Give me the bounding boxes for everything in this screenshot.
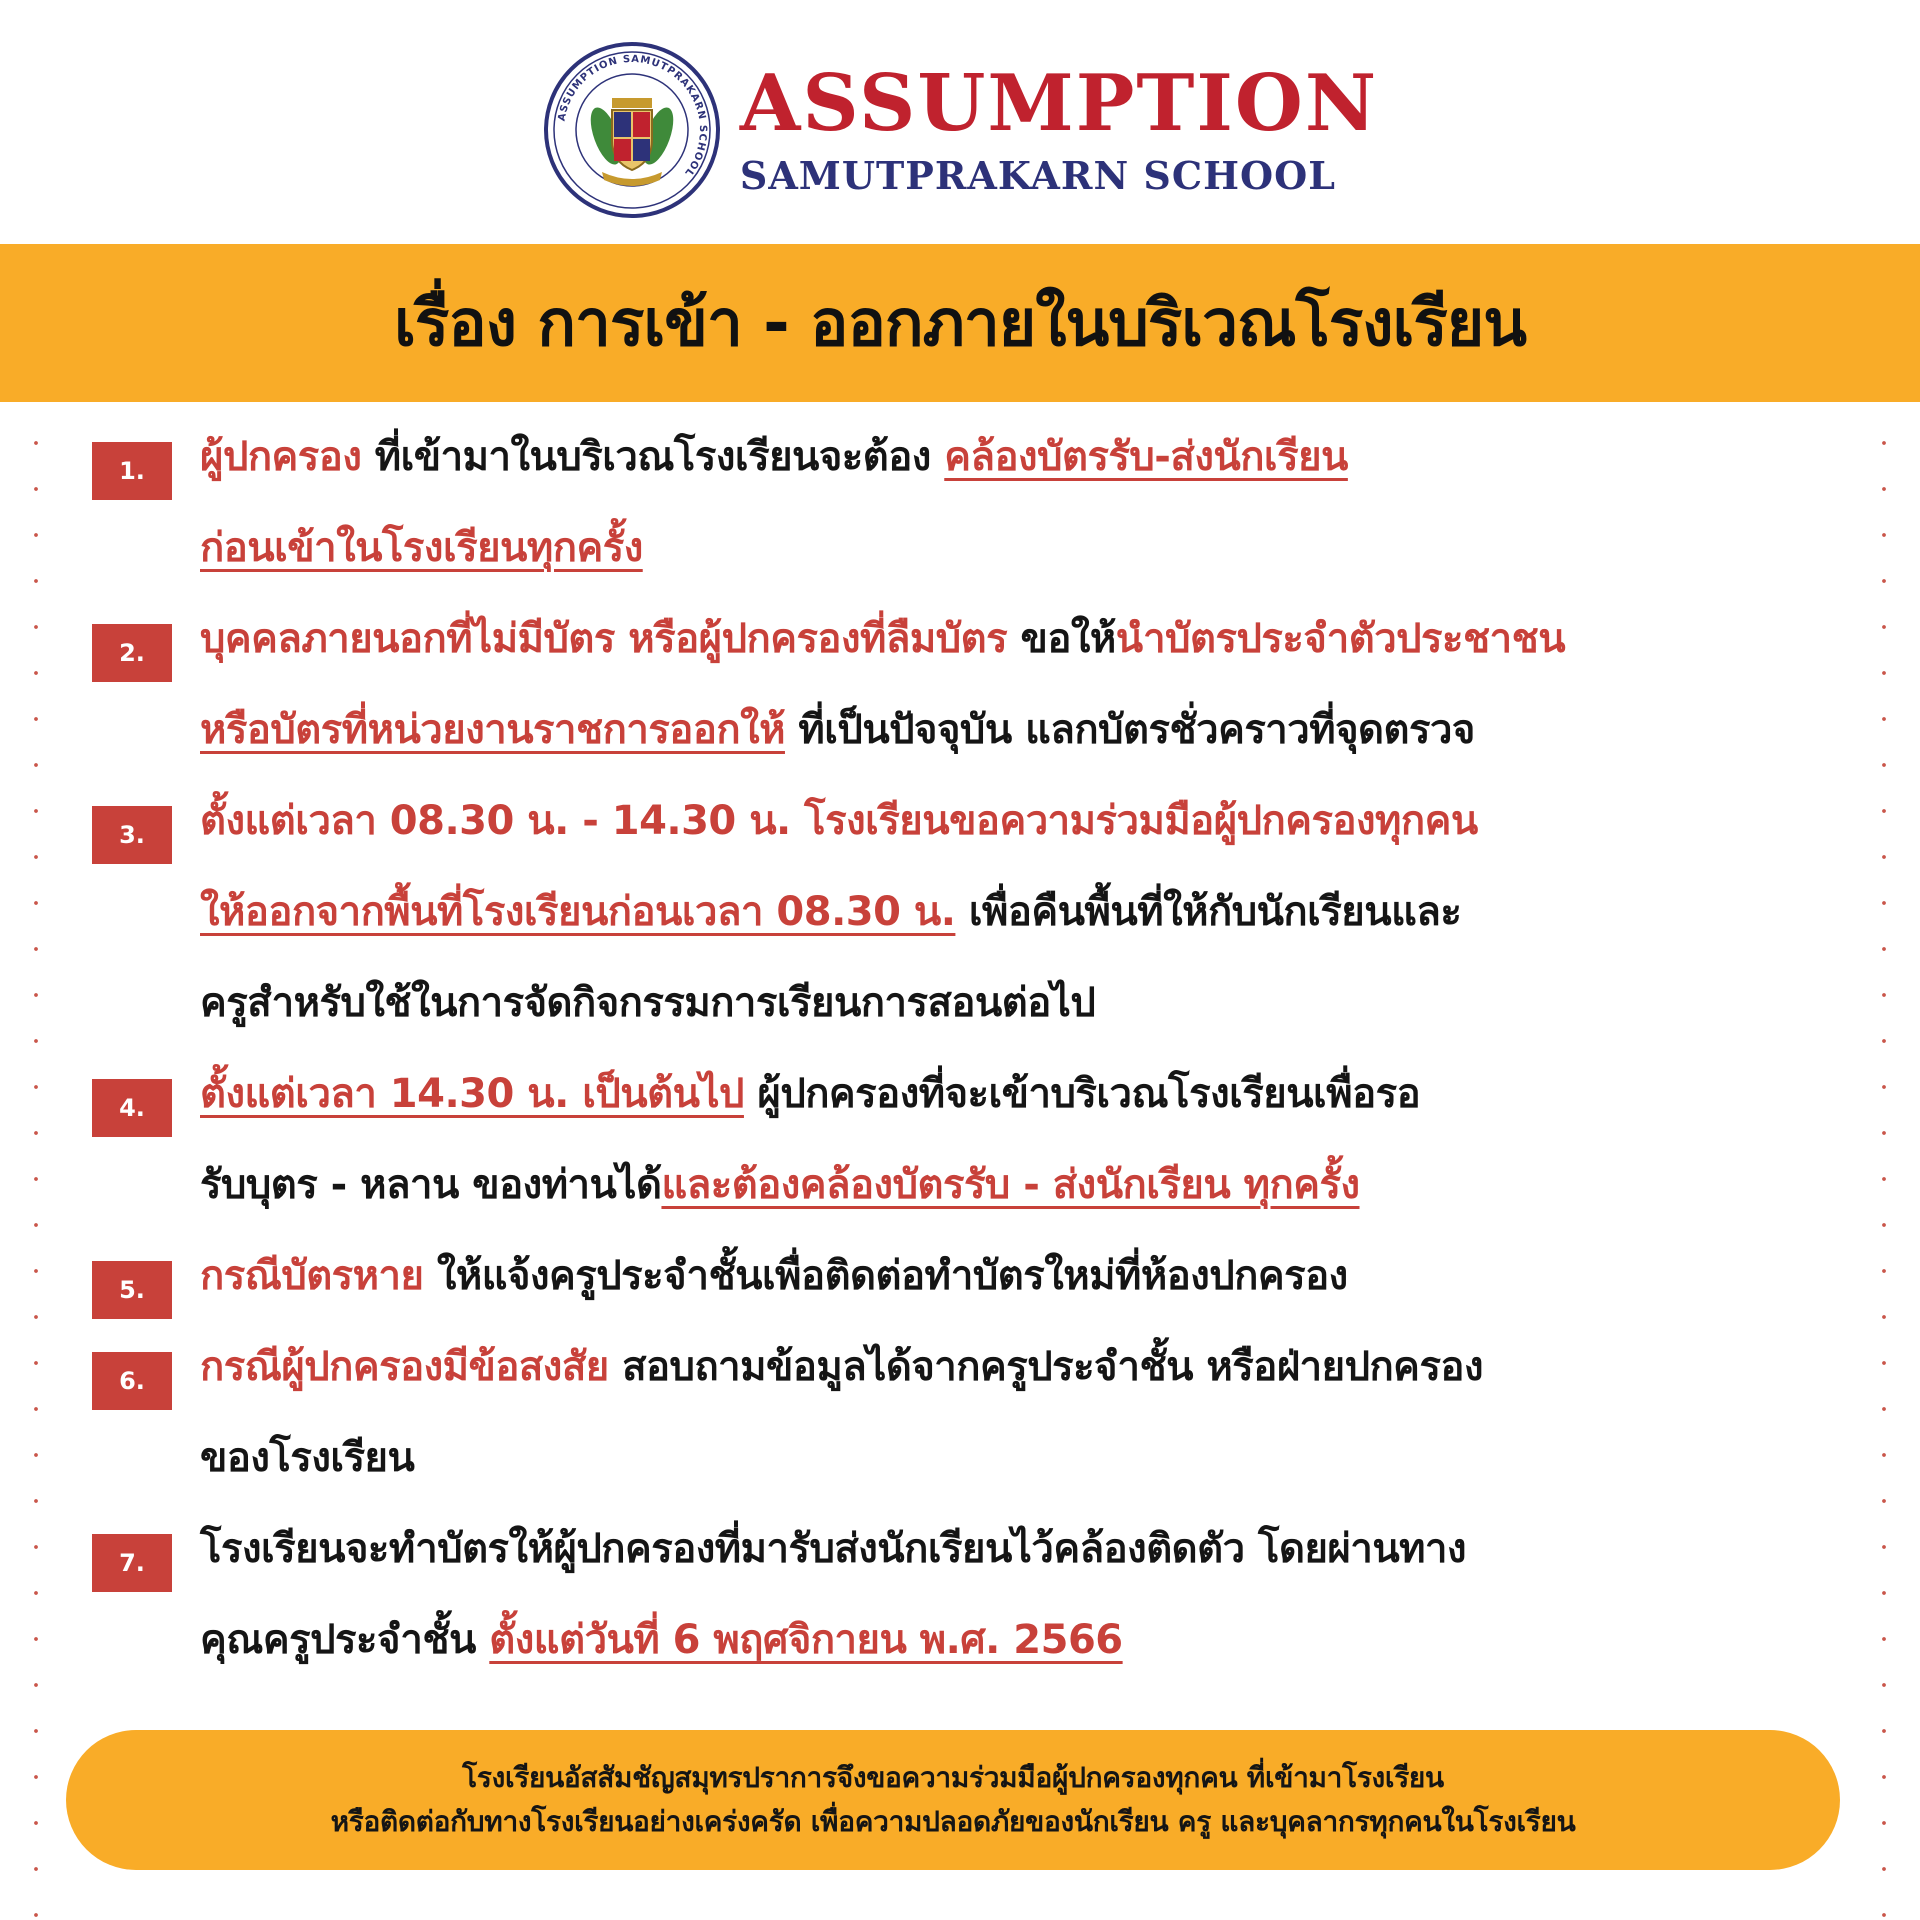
- rule-number-badge: 6.: [92, 1352, 172, 1410]
- rule-line: [200, 503, 1850, 594]
- rule-text-segment: รับบุตร - หลาน ของท่านได้: [200, 1162, 662, 1208]
- school-subtitle: SAMUTPRAKARN SCHOOL: [739, 153, 1336, 198]
- rule-text-segment: ตั้งแต่เวลา 08.30 น. - 14.30 น. โรงเรียนขอความร่วมมือผู้ปกครองทุกคน: [200, 798, 1478, 844]
- rule-text-segment: บุคคลภายนอกที่ไม่มีบัตร หรือผู้ปกครองที่ลืมบัตร: [200, 616, 1008, 662]
- school-name-block: [739, 58, 1379, 198]
- rule-line: [200, 1413, 1850, 1504]
- rule-item: [0, 794, 1920, 1067]
- rule-text: [200, 594, 1850, 776]
- svg-text:ASSUMPTION SAMUTPRAKARN SCHOOL: ASSUMPTION SAMUTPRAKARN SCHOOL: [556, 53, 708, 179]
- footer-line-1: โรงเรียนอัสสัมชัญสมุทรปราการจึงขอความร่วมมือผู้ปกครองทุกคน ที่เข้ามาโรงเรียน: [462, 1761, 1444, 1794]
- rule-text-segment: ที่เข้ามาในบริเวณโรงเรียนจะต้อง: [361, 434, 945, 480]
- rule-text-segment: ให้แจ้งครูประจำชั้นเพื่อติดต่อทำบัตรใหม่ที่ห้องปกครอง: [423, 1253, 1348, 1299]
- rule-line: [200, 594, 1850, 685]
- rule-text-segment: หรือบัตรที่หน่วยงานราชการออกให้: [200, 707, 785, 753]
- rule-text-segment: ตั้งแต่วันที่ 6 พฤศจิกายน พ.ศ. 2566: [489, 1617, 1123, 1663]
- rule-text-segment: สอบถามข้อมูลได้จากครูประจำชั้น หรือฝ่ายปกครอง: [608, 1344, 1483, 1390]
- rule-item: [0, 430, 1920, 612]
- rule-line: [200, 867, 1850, 958]
- rule-number-badge: 7.: [92, 1534, 172, 1592]
- rule-line: [200, 1595, 1850, 1686]
- rule-item: [0, 1340, 1920, 1522]
- rule-line: [200, 776, 1850, 867]
- rule-text-segment: ก่อนเข้าในโรงเรียนทุกครั้ง: [200, 525, 643, 571]
- rule-text: [200, 1322, 1850, 1504]
- footer-notice: [66, 1730, 1840, 1870]
- title-banner: [0, 244, 1920, 402]
- rule-text: [200, 1049, 1850, 1231]
- rule-line: [200, 412, 1850, 503]
- rule-line: [200, 1322, 1850, 1413]
- rule-text-segment: ของโรงเรียน: [200, 1435, 415, 1481]
- page-title: เรื่อง การเข้า - ออกภายในบริเวณโรงเรียน: [394, 287, 1526, 361]
- school-header: [0, 40, 1920, 220]
- rule-text-segment: ขอให้: [1007, 616, 1116, 662]
- rule-text-segment: เพื่อคืนพื้นที่ให้กับนักเรียนและ: [955, 889, 1462, 935]
- school-seal-logo: [542, 40, 722, 220]
- rule-text: [200, 412, 1850, 594]
- rule-text-segment: ผู้ปกครอง: [200, 434, 362, 480]
- rule-line: [200, 1140, 1850, 1231]
- rule-text-segment: คุณครูประจำชั้น: [200, 1617, 490, 1663]
- rule-number-badge: 3.: [92, 806, 172, 864]
- rule-text-segment: โรงเรียนจะทำบัตรให้ผู้ปกครองที่มารับส่งนักเรียนไว้คล้องติดตัว โดยผ่านทาง: [200, 1526, 1467, 1572]
- rule-text-segment: กรณีผู้ปกครองมีข้อสงสัย: [200, 1344, 609, 1390]
- rule-text: [200, 1504, 1850, 1686]
- rule-number-badge: 2.: [92, 624, 172, 682]
- rule-text-segment: กรณีบัตรหาย: [200, 1253, 424, 1299]
- rule-text-segment: ผู้ปกครองที่จะเข้าบริเวณโรงเรียนเพื่อรอ: [743, 1071, 1421, 1117]
- rule-text: [200, 1231, 1850, 1322]
- rule-text: [200, 776, 1850, 1049]
- rule-text-segment: ครูสำหรับใช้ในการจัดกิจกรรมการเรียนการสอนต่อไป: [200, 980, 1096, 1026]
- rule-text-segment: และต้องคล้องบัตรรับ - ส่งนักเรียน ทุกครั้ง: [661, 1162, 1360, 1208]
- rule-item: [0, 612, 1920, 794]
- rule-number-badge: 1.: [92, 442, 172, 500]
- rule-number-badge: 4.: [92, 1079, 172, 1137]
- school-name: ASSUMPTION: [739, 58, 1379, 149]
- rule-text-segment: ที่เป็นปัจจุบัน แลกบัตรชั่วคราวที่จุดตรวจ: [784, 707, 1475, 753]
- rule-item: [0, 1522, 1920, 1704]
- rule-item: [0, 1067, 1920, 1249]
- footer-line-2: หรือติดต่อกับทางโรงเรียนอย่างเคร่งครัด เพื่อความปลอดภัยของนักเรียน ครู และบุคลากรทุกคนในโรงเรียน: [330, 1805, 1576, 1838]
- rule-line: [200, 1504, 1850, 1595]
- rule-line: [200, 958, 1850, 1049]
- rule-line: [200, 1231, 1850, 1322]
- rule-text-segment: นำบัตรประจำตัวประชาชน: [1115, 616, 1566, 662]
- rule-text-segment: คล้องบัตรรับ-ส่งนักเรียน: [944, 434, 1348, 480]
- rule-number-badge: 5.: [92, 1261, 172, 1319]
- rule-line: [200, 1049, 1850, 1140]
- rule-text-segment: ให้ออกจากพื้นที่โรงเรียนก่อนเวลา 08.30 น.: [200, 889, 956, 935]
- rule-text-segment: ตั้งแต่เวลา 14.30 น. เป็นต้นไป: [200, 1071, 744, 1117]
- rule-line: [200, 685, 1850, 776]
